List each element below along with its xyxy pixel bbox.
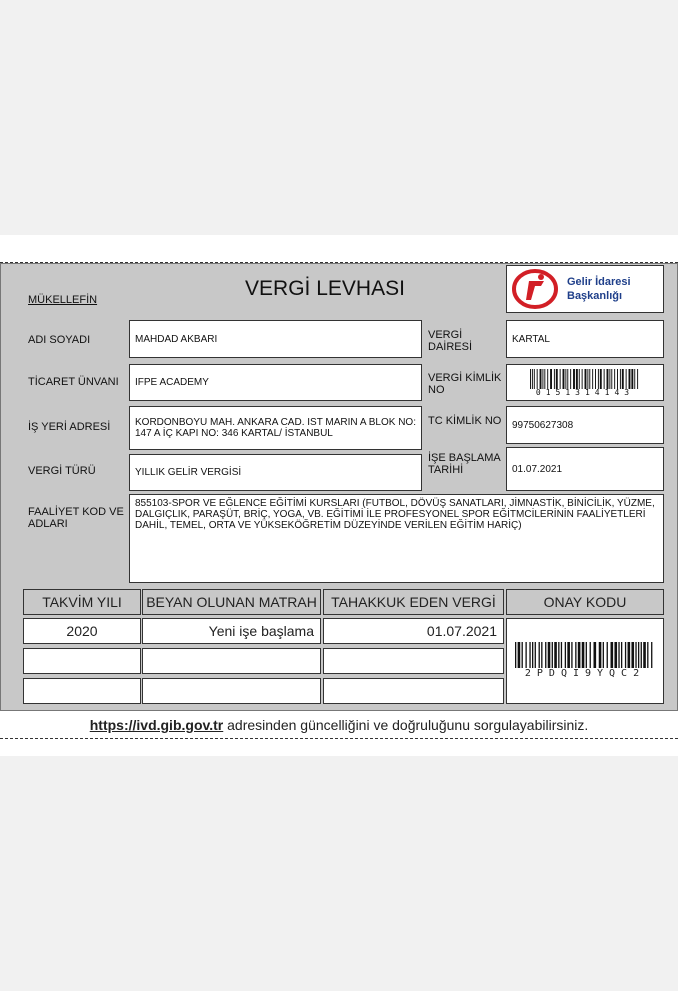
name-label: ADI SOYADI: [28, 334, 91, 346]
activity-label: FAALİYET KOD VE ADLARI: [28, 506, 124, 530]
vkn-label: VERGİ KİMLİK NO: [428, 372, 502, 396]
vkn-field: [506, 364, 664, 401]
office-field: KARTAL: [506, 320, 664, 358]
logo-line2: Başkanlığı: [567, 290, 623, 302]
approval-code-cell: [506, 618, 664, 704]
tax-type-field: YILLIK GELİR VERGİSİ: [129, 454, 422, 491]
row1-year: 2020: [23, 618, 141, 644]
row1-base: Yeni işe başlama: [142, 618, 321, 644]
tckn-label: TC KİMLİK NO: [428, 415, 502, 427]
tckn-field: 99750627308: [506, 406, 664, 444]
vkn-number: 0151314143: [535, 387, 635, 397]
approval-barcode: [515, 642, 655, 668]
cut-line-bottom: [0, 738, 678, 739]
col-header-tax: TAHAKKUK EDEN VERGİ: [323, 589, 504, 615]
approval-code: 2PDQI9YQC2: [524, 668, 646, 679]
verification-note: [0, 717, 678, 733]
col-header-year: TAKVİM YILI: [23, 589, 141, 615]
gib-logo: [506, 265, 664, 313]
trade-field: IFPE ACADEMY: [129, 364, 422, 401]
row3-base: [142, 678, 321, 704]
row2-year: [23, 648, 141, 674]
tax-type-label: VERGİ TÜRÜ: [28, 465, 96, 477]
row2-base: [142, 648, 321, 674]
gib-logo-icon: [511, 267, 561, 311]
address-label: İŞ YERİ ADRESİ: [28, 421, 111, 433]
address-field: KORDONBOYU MAH. ANKARA CAD. IST MARIN A BLOK NO: 147 A İÇ KAPI NO: 346 KARTAL/ İSTANBUL: [129, 406, 422, 450]
name-field: MAHDAD AKBARI: [129, 320, 422, 358]
col-header-approval: ONAY KODU: [506, 589, 664, 615]
logo-line1: Gelir İdaresi: [567, 276, 631, 288]
row3-tax: [323, 678, 504, 704]
col-header-base: BEYAN OLUNAN MATRAH: [142, 589, 321, 615]
verification-text: adresinden güncelliğini ve doğruluğunu sorgulayabilirsiniz.: [223, 717, 589, 733]
vkn-barcode: [530, 369, 640, 389]
row1-tax: 01.07.2021: [323, 618, 504, 644]
start-date-label: İŞE BAŞLAMA TARİHİ: [428, 452, 501, 476]
row3-year: [23, 678, 141, 704]
verification-link[interactable]: https://ivd.gib.gov.tr: [89, 717, 224, 733]
start-date-field: 01.07.2021: [506, 447, 664, 491]
row2-tax: [323, 648, 504, 674]
taxpayer-label: MÜKELLEFİN: [28, 294, 98, 306]
activity-field: 855103-SPOR VE EĞLENCE EĞİTİMİ KURSLARI (FUTBOL, DÖVÜŞ SANATLARI, JİMNASTİK, BİNİCİLİK, YÜZME, DALGIÇLIK, PARAŞÜT, BRİÇ, YOGA, VB. EĞİTİMİ İLE PROFESYONEL SPOR EĞİTMCİLERİNİN FAALİYETLERİ DAHİL, TEMEL, ORTA VE YÜKSEKÖĞRETİM DÜZEYİNDE VERİLEN EĞİTİM HARİÇ): [129, 494, 664, 583]
office-label: VERGİ DAİRESİ: [428, 329, 473, 353]
page-title: VERGİ LEVHASI: [245, 277, 405, 300]
trade-label: TİCARET ÜNVANI: [28, 376, 119, 388]
